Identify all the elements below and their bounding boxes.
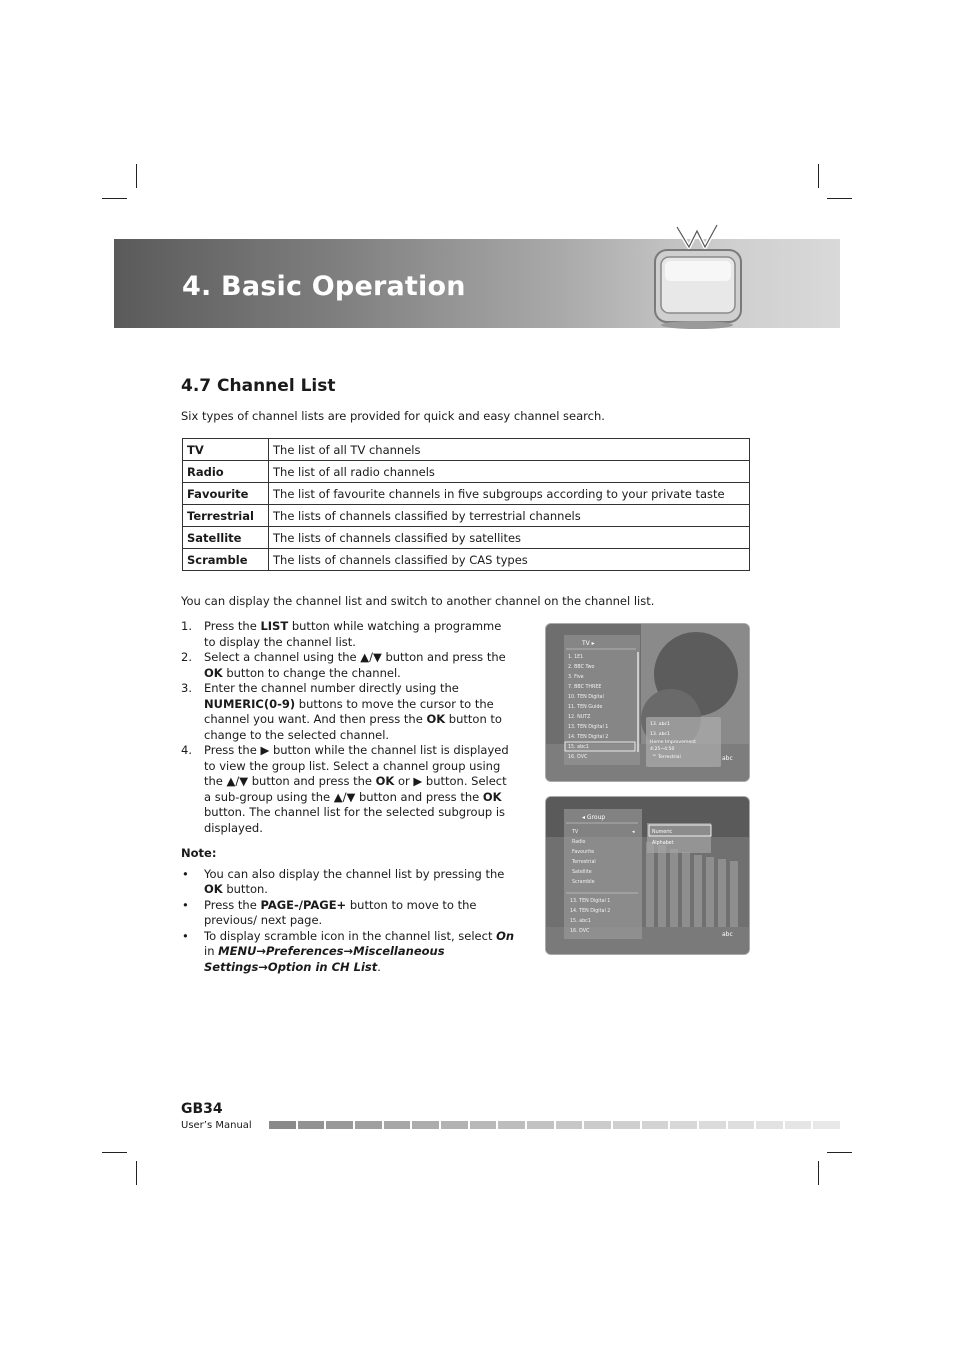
button-name: OK [204,665,223,680]
step-text: Press the ▶ button while the channel list is displayed to view the group list. Select a channel group using the ▲/▼ button and press the [204,743,509,788]
channel-item: 16. DVC [570,929,590,934]
type-name: Scramble [183,549,269,571]
table-row [183,461,750,483]
manual-label: User’s Manual [181,1120,252,1131]
group-item: Radio [572,840,586,845]
button-name: OK [426,712,446,726]
channel-item: 14. TEN Digital 2 [570,909,611,914]
setting-value: On [496,928,515,943]
channel-item: 3. Five [568,675,584,680]
chapter-title: 4. Basic Operation [182,271,466,302]
type-name: Radio [183,461,269,483]
intro-text: Six types of channel lists are provided for quick and easy channel search. [181,409,605,423]
crop-mark [102,198,127,199]
channel-item: 11. TEN Guide [568,705,603,710]
info-line: 13. abc1 [650,732,670,737]
channel-types-table [182,438,750,571]
channel-item: 2. BBC Two [568,665,595,670]
channel-logo: abc [722,755,733,762]
note-text: Press the [204,897,261,912]
step-item [181,681,516,743]
steps-list [181,619,516,975]
channel-list-screenshot [545,623,750,782]
step-text: button while watching a programme to display the channel list. [204,619,502,649]
section-title: 4.7 Channel List [181,376,336,396]
step-text: button to change the channel. [222,665,401,680]
channel-item: 14. TEN Digital 2 [568,735,609,740]
group-item: Scramble [572,880,595,885]
note-text: To display scramble icon in the channel list, select [204,928,497,943]
type-name: Satellite [183,527,269,549]
info-line: ™ Terrestrial [652,755,681,760]
type-description: The lists of channels classified by satellites [269,527,750,549]
step-item [181,619,516,650]
expand-arrow-icon: ◂ [632,829,635,835]
step-number: 3. [181,681,192,695]
note-text: You can also display the channel list by pressing the [204,866,505,881]
crop-mark [818,1161,819,1185]
table-row [183,549,750,571]
step-text: or ▶ button. Select a sub-group using the ▲/▼ button and press the [204,774,507,804]
group-item: Favourite [572,850,595,855]
step-number: 2. [181,650,192,664]
step-number: 4. [181,743,192,757]
crop-mark [818,164,819,188]
channel-item: 13. TEN Digital 1 [568,725,609,730]
button-name: LIST [260,619,289,633]
note-item [181,867,516,898]
tv-screen-1 [546,624,749,781]
type-description: The list of favourite channels in five subgroups according to your private taste [269,483,750,505]
step-text: button to change to the selected channel. [204,712,502,742]
button-name: OK [482,789,502,804]
tv-screen-2 [546,797,749,954]
bullet: • [182,928,189,943]
step-number: 1. [181,619,192,633]
footer-gradient-bar [269,1121,840,1129]
channel-item: 12. NUTZ [568,715,591,720]
info-line: 13. abc1 [650,722,670,727]
display-instructions: You can display the channel list and switch to another channel on the channel list. [181,594,655,608]
button-name: PAGE-/PAGE+ [260,897,347,912]
channel-item: 13. TEN Digital 1 [570,899,611,904]
channel-logo: abc [722,931,733,938]
step-text: Select a channel using the ▲/▼ button and press the [204,650,506,664]
page-number: GB34 [181,1101,223,1117]
note-text: button to move to the previous/ next page. [204,897,477,927]
type-description: The list of all radio channels [269,461,750,483]
info-line: 4:25~4:50 [650,747,675,752]
channel-item: 15. abc1 [570,919,591,924]
channel-item: 7. BBC THREE [568,685,602,690]
bullet: • [182,866,189,881]
sub-option: Alphabet [652,841,674,846]
note-list [181,867,516,976]
group-list-screenshot [545,796,750,955]
type-description: The lists of channels classified by terrestrial channels [269,505,750,527]
list-header: ◂ Group [582,814,606,821]
type-name: Terrestrial [183,505,269,527]
button-name: OK [375,774,395,788]
table-row [183,527,750,549]
type-name: TV [183,439,269,461]
step-item [181,743,516,836]
channel-item: 16. DVC [568,755,588,760]
type-name: Favourite [183,483,269,505]
step-text: button. The channel list for the selected subgroup is displayed. [204,805,506,835]
sub-option: Numeric [652,830,673,835]
crop-mark [827,1152,852,1153]
note-item [181,898,516,929]
crop-mark [102,1152,127,1153]
crop-mark [827,198,852,199]
table-row [183,439,750,461]
channel-item: 10. TEN Digital [568,695,604,700]
note-heading: Note: [181,846,217,860]
info-line: Home Improvement [650,740,696,745]
channel-item: 1. 1E1 [568,655,584,660]
step-text: Press the [204,619,261,633]
menu-path: MENU→Preferences→Miscellaneous Settings→Option in CH List [204,944,445,974]
crop-mark [136,1161,137,1185]
note-item [181,929,516,976]
crop-mark [136,164,137,188]
group-item: Terrestrial [572,860,596,865]
group-item: TV [572,830,579,835]
type-description: The lists of channels classified by CAS types [269,549,750,571]
list-header: TV ▸ [582,640,595,647]
step-text: buttons to move the cursor to the channel you want. And then press the [204,696,494,726]
step-text: Enter the channel number directly using the [204,681,459,695]
table-row [183,505,750,527]
note-text: . [377,959,381,974]
tv-icon [649,217,749,332]
step-item [181,650,516,681]
note-text: button. [222,882,268,896]
button-name: OK [204,882,223,896]
chapter-banner [114,239,840,328]
button-name: NUMERIC(0-9) [204,696,296,711]
note-text: in [204,944,219,958]
bullet: • [182,897,189,912]
group-item: Satellite [572,870,592,875]
type-description: The list of all TV channels [269,439,750,461]
table-row [183,483,750,505]
channel-item: 15. abc1 [568,745,589,750]
